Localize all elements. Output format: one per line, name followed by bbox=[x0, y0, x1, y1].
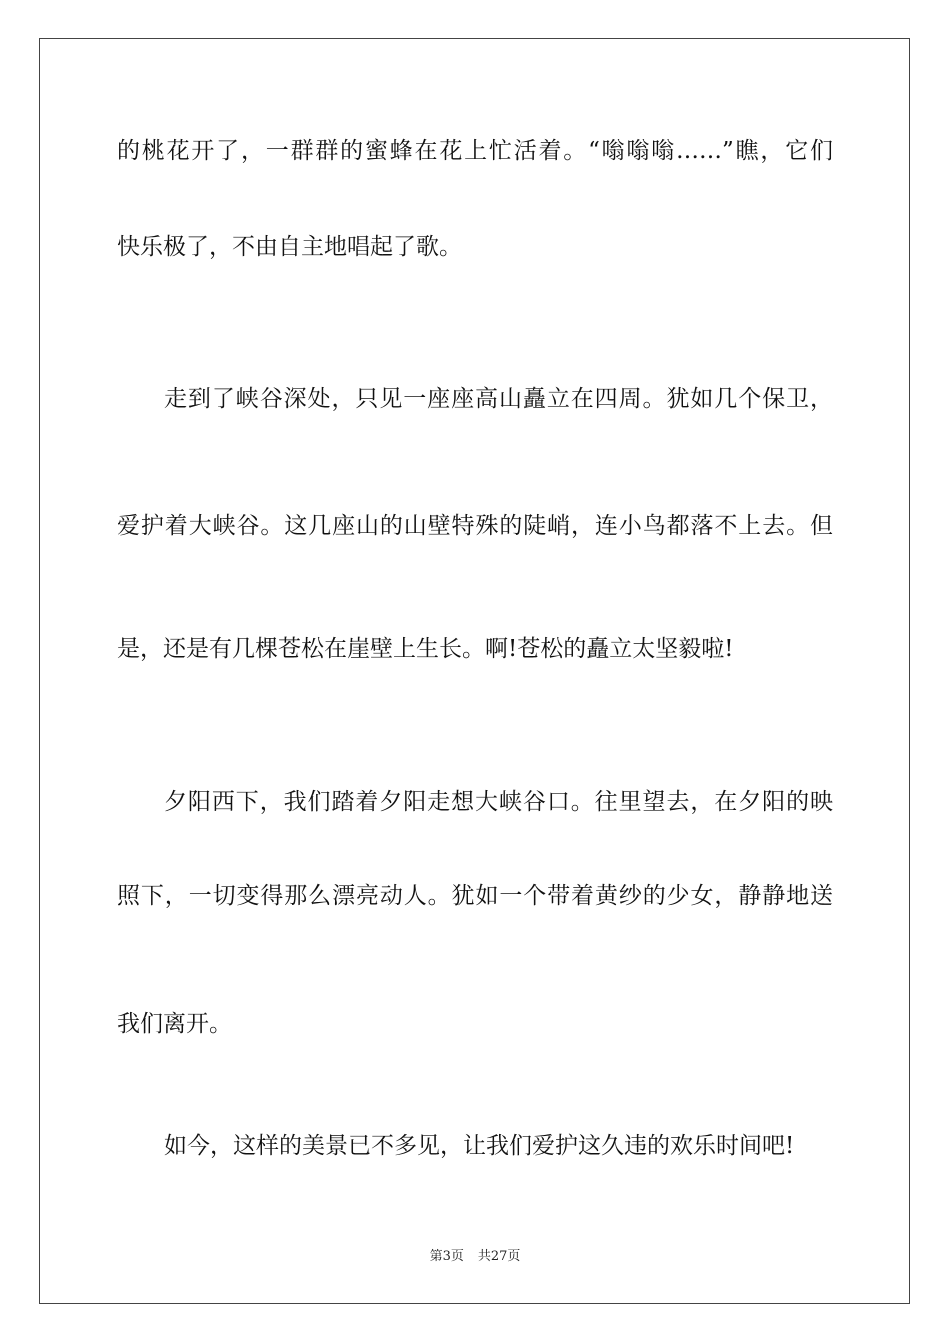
page-number: 第3页 bbox=[429, 1249, 464, 1264]
page-footer bbox=[0, 1249, 950, 1265]
page-border bbox=[39, 38, 910, 1304]
paragraph-first-line: 如今，这样的美景已不多见，让我们爱护这久违的欢乐时间吧! bbox=[164, 1133, 795, 1159]
total-pages: 共27页 bbox=[477, 1249, 521, 1264]
text-line: 我们离开。 bbox=[117, 1011, 232, 1037]
text-line: 爱护着大峡谷。这几座山的山壁特殊的陡峭，连小鸟都落不上去。但 bbox=[117, 513, 833, 539]
paragraph-first-line: 走到了峡谷深处，只见一座座高山矗立在四周。犹如几个保卫， bbox=[164, 386, 833, 412]
text-line: 快乐极了，不由自主地唱起了歌。 bbox=[117, 234, 462, 260]
text-line: 的桃花开了，一群群的蜜蜂在花上忙活着。“嗡嗡嗡……”瞧，它们 bbox=[117, 138, 833, 164]
text-line: 是，还是有几棵苍松在崖壁上生长。啊!苍松的矗立太坚毅啦! bbox=[117, 636, 734, 662]
text-line: 照下，一切变得那么漂亮动人。犹如一个带着黄纱的少女，静静地送 bbox=[117, 883, 833, 909]
paragraph-first-line: 夕阳西下，我们踏着夕阳走想大峡谷口。往里望去，在夕阳的映 bbox=[164, 789, 833, 815]
